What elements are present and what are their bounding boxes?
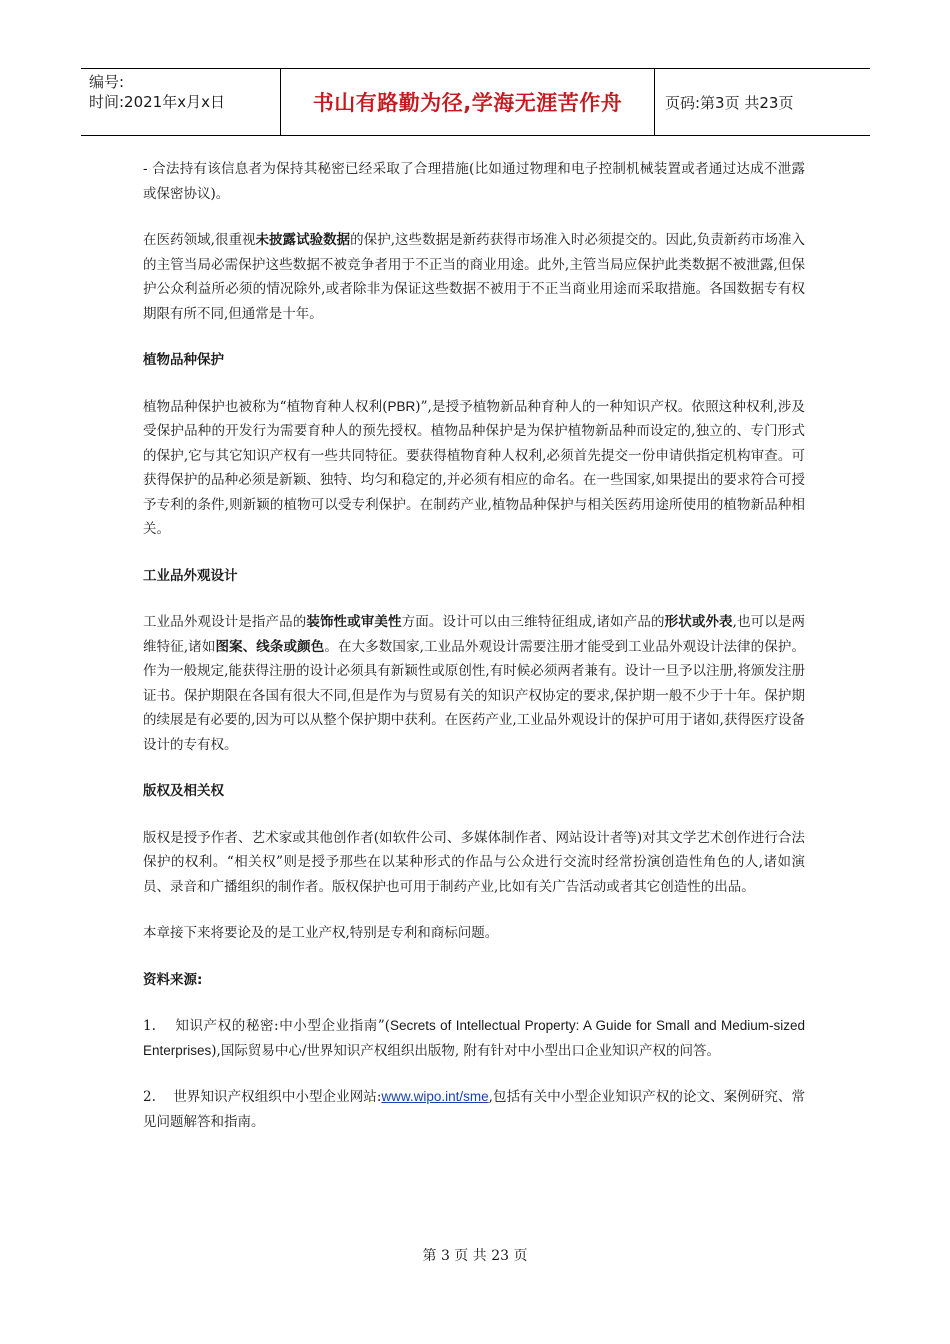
paragraph-next-chapter: 本章接下来将要论及的是工业产权,特别是专利和商标问题。 bbox=[143, 925, 499, 941]
heading-industrial-design: 工业品外观设计 bbox=[143, 567, 238, 584]
bold-term: 装饰性或审美性 bbox=[306, 614, 402, 630]
heading-copyright: 版权及相关权 bbox=[143, 783, 224, 799]
reference-item bbox=[143, 1085, 805, 1134]
text-run: ,也可以是两维特征,诸如 bbox=[143, 614, 806, 655]
date-label: 时间:2021年x月x日 bbox=[89, 93, 225, 111]
text-run: 。在大多数国家,工业品外观设计需要注册才能受到工业品外观设计法律的保护。作为一般规定,能获得注册的设计必须具有新颖性或原创性,有时候必须两者兼有。设计一旦予以注册,将颁发注册证书。保护期限在各国有很大不同,但是作为与贸易有关的知识产权协定的要求,保护期一般不少于十年。保护期的续展是有必要的,因为可以从整个保护期中获利。在医药产业,工业品外观设计的保护可用于诸如,获得医疗设备设计的专有权。 bbox=[143, 638, 805, 753]
bold-term: 未披露试验数据 bbox=[255, 232, 351, 248]
header-meta bbox=[81, 69, 281, 135]
text-run: 植物品种保护也被称为“植物育种人权利( bbox=[143, 398, 388, 415]
document-body bbox=[143, 157, 805, 1156]
pbr-term: PBR bbox=[387, 398, 416, 414]
heading-plant-variety: 植物品种保护 bbox=[143, 352, 224, 368]
header-page-cell bbox=[655, 69, 870, 135]
paragraph-industrial-design bbox=[143, 610, 805, 757]
reference-item bbox=[143, 1014, 805, 1063]
text-run: 方面。设计可以由三维特征组成,诸如产品的 bbox=[401, 614, 665, 630]
text-run: ,包括有关中小型企业知识产权的论文、案例研究、常见问题解答和指南。 bbox=[143, 1089, 805, 1130]
text-run: 工业品外观设计是指产品的 bbox=[143, 614, 307, 630]
wipo-sme-link[interactable]: www.wipo.int/sme bbox=[381, 1089, 489, 1104]
reference-number: 2. bbox=[143, 1089, 156, 1105]
paragraph-copyright: 版权是授予作者、艺术家或其他创作者(如软件公司、多媒体制作者、网站设计者等)对其文学艺术创作进行合法保护的权利。“相关权”则是授予那些在以某种形式的作品与公众进行交流时经常扮演创造性角色的人,诸如演员、录音和广播组织的制作者。版权保护也可用于制药产业,比如有关广告活动或者其它创造性的出品。 bbox=[143, 829, 805, 895]
number-label: 编号: bbox=[89, 73, 125, 91]
heading-sources: 资料来源: bbox=[143, 971, 203, 988]
text-run: 的保护,这些数据是新药获得市场准入时必须提交的。因此,负责新药市场准入的主管当局必需保护这些数据不被竞争者用于不正当的商业用途。此外,主管当局应保护此类数据不被泄露,但保护公众利益所必须的情况除外,或者除非为保证这些数据不被用于不正当商业用途而采取措施。各国数据专有权期限有所不同,但通常是十年。 bbox=[143, 232, 805, 322]
reference-number: 1. bbox=[143, 1018, 156, 1034]
bold-term: 图案、线条或颜色 bbox=[215, 638, 325, 655]
text-run: 知识产权的秘密:中小型企业指南”( bbox=[175, 1018, 390, 1034]
reference-english-title: Secrets of Intellectual Property: A Guide for Small and Medium-sized Enterprises bbox=[143, 1018, 806, 1058]
bold-term: 形状或外表 bbox=[664, 614, 733, 630]
text-run: ),国际贸易中心/世界知识产权组织出版物, 附有针对中小型出口企业知识产权的问答。 bbox=[211, 1042, 720, 1059]
paragraph-secret-measures: - 合法持有该信息者为保持其秘密已经采取了合理措施(比如通过物理和电子控制机械装置或者通过达成不泄露或保密协议)。 bbox=[143, 161, 805, 202]
motto: 书山有路勤为径,学海无涯苦作舟 bbox=[312, 91, 623, 115]
text-run: 世界知识产权组织中小型企业网站: bbox=[173, 1089, 382, 1105]
text-run: )”,是授予植物新品种育种人的一种知识产权。依照这种权利,涉及受保护品种的开发行为需要育种人的预先授权。植物品种保护是为保护植物新品种而设定的,独立的、专门形式的保护,它与其它知识产权有一些共同特征。要获得植物育种人权利,必须首先提交一份申请供指定机构审查。可获得保护的品种必须是新颖、独特、均匀和稳定的,并必须有相应的命名。在一些国家,如果提出的要求符合可授予专利的条件,则新颖的植物可以受专利保护。在制药产业,植物品种保护与相关医药用途所使用的植物新品种相关。 bbox=[143, 398, 805, 537]
text-run: 在医药领域,很重视 bbox=[143, 232, 256, 248]
page-label: 页码:第3页 共23页 bbox=[665, 93, 794, 112]
paragraph-test-data bbox=[143, 228, 805, 326]
page-footer: 第 3 页 共 23 页 bbox=[422, 1248, 528, 1264]
paragraph-plant-variety bbox=[143, 395, 805, 542]
page-header bbox=[81, 68, 870, 136]
header-motto-cell bbox=[281, 69, 655, 135]
